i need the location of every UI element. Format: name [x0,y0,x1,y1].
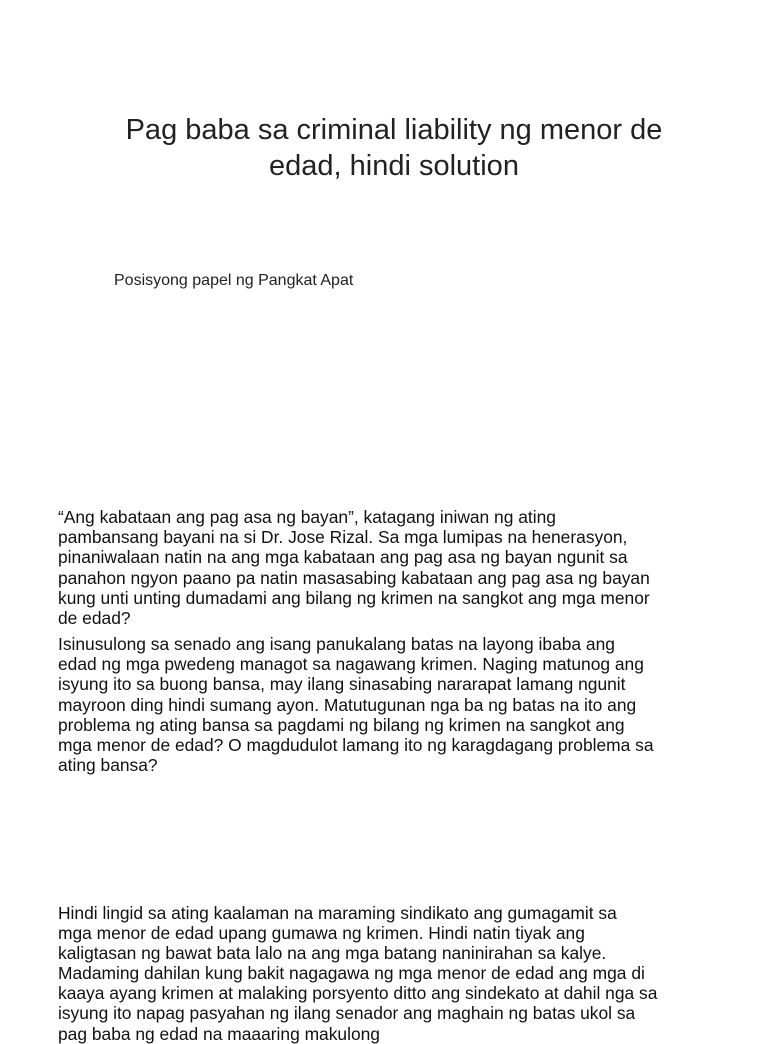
paragraph-line: kung unti unting dumadami ang bilang ng krimen na sangkot ang mga menor [58,587,650,608]
paragraph-1 [58,507,748,628]
paragraph-line: mga menor de edad upang gumawa ng krimen. Hindi natin tiyak ang [58,923,585,944]
title-line-1: Pag baba sa criminal liability ng menor de [125,114,663,146]
paragraph-line: de edad? [58,608,131,629]
paragraph-line: problema ng ating bansa sa pagdami ng bilang ng krimen na sangkot ang [58,714,625,735]
paragraph-line: kaaya ayang krimen at malaking porsyento ditto ang sindekato at dahil nga sa [58,983,658,1004]
paragraph-line: Madaming dahilan kung bakit nagagawa ng mga menor de edad ang mga di [58,963,645,983]
paragraph-3 [58,903,748,964]
paragraph-line: pag baba ng edad na maaaring makulong [58,1023,380,1044]
paragraph-line: “Ang kabataan ang pag asa ng bayan”, katagang iniwan ng ating [58,507,556,527]
paragraph-line: mga menor de edad? O magdudulot lamang ito ng karagdagang problema sa [58,735,654,756]
page-subtitle: Posisyong papel ng Pangkat Apat [114,272,354,289]
paragraph-2 [58,634,748,775]
paragraph-line: isyung ito napag pasyahan ng ilang senador ang maghain ng batas ukol sa [58,1003,636,1024]
page-title [60,112,728,184]
paragraph-line: kaligtasan ng bawat bata lalo na ang mga batang naninirahan sa kalye. [58,943,607,964]
paragraph-line: Hindi lingid sa ating kaalaman na maraming sindikato ang gumagamit sa [58,903,617,923]
paragraph-line: pinaniwalaan natin na ang mga kabataan ang pag asa ng bayan ngunit sa [58,547,628,568]
paragraph-line: isyung ito sa buong bansa, may ilang sinasabing nararapat lamang ngunit [58,674,626,695]
paragraph-line: ating bansa? [58,755,158,776]
paragraph-4 [58,963,748,1044]
paragraph-line: Isinusulong sa senado ang isang panukalang batas na layong ibaba ang [58,634,615,654]
paragraph-line: panahon ngyon paano pa natin masasabing kabataan ang pag asa ng bayan [58,567,650,588]
paragraph-line: edad ng mga pwedeng managot sa nagawang krimen. Naging matunog ang [58,654,644,675]
paragraph-line: pambansang bayani na si Dr. Jose Rizal. Sa mga lumipas na henerasyon, [58,527,628,548]
paragraph-line: mayroon ding hindi sumang ayon. Matutugunan nga ba ng batas na ito ang [58,694,637,715]
title-line-2: edad, hindi solution [269,150,519,182]
